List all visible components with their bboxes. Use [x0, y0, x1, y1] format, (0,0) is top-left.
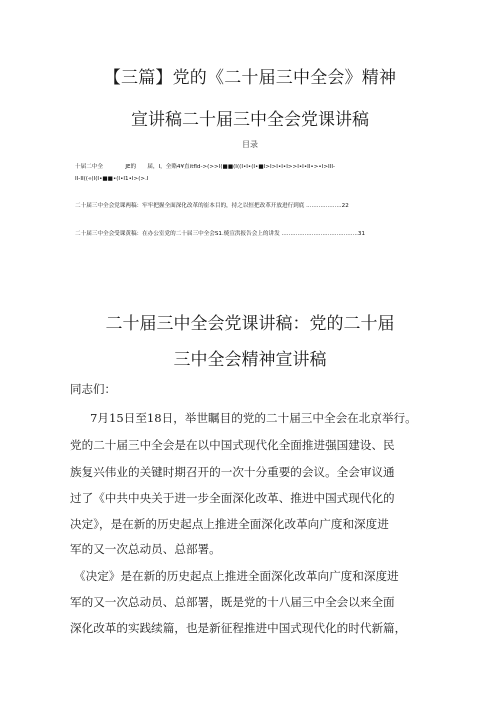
paragraph-2-line-1: 《决定》是在新的历史起点上推进全面深化改革向广度和深度进	[74, 569, 399, 583]
paragraph-1-line-3: 族复兴伟业的关键时期召开的一次十分重要的会议。全会审议通	[70, 465, 395, 479]
document-title-line1: 【三篇】党的《二十届三中全会》精神	[103, 68, 397, 88]
paragraph-1-line-2: 党的二十届三中全会是在以中国式现代化全面推进强国建设、民	[70, 438, 395, 452]
paragraph-2-line-3: 深化改革的实践续篇，也是新征程推进中国式现代化的时代新篇，	[70, 621, 407, 635]
document-title-line2: 宣讲稿二十届三中全会党课讲稿	[131, 110, 369, 130]
paragraph-1-line-6: 军的又一次总动员、总部署。	[70, 542, 221, 556]
paragraph-1-line-1: 7月15日至18日，举世瞩目的党的二十届三中全会在北京举行。	[90, 411, 417, 425]
paragraph-1-line-4: 过了《中共中央关于进一步全面深化改革、推进中国式现代化的	[70, 491, 395, 505]
toc-entry-2[interactable]: 二十届三中全会党课两稿：牢牢把握全面深化改革的崔本目的，持之以恒把改革开放进行到底 ....................22	[75, 203, 349, 209]
section-heading-line2: 三中全会精神宣讲稿	[173, 350, 327, 370]
paragraph-2-line-2: 军的又一次总动员、总部署，既是党的十八届三中全会以来全面	[70, 595, 395, 609]
toc-heading: 目录	[242, 140, 258, 149]
toc-entry-3[interactable]: 二十届三中全会受课黄稿：在办公室党的二十届三中全会S1.焼宣洪报告会上的讲发 ...........................................31	[75, 231, 366, 237]
toc-entry-1-line-2[interactable]: II-II((«(I(I•■■•(I•I1•I>(>.I	[75, 176, 149, 182]
section-heading-line1: 二十届三中全会党课讲稿：党的二十届	[105, 314, 395, 334]
paragraph-1-line-5: 决定》，是在新的历史起点上推进全面深化改革向广度和深度进	[70, 517, 389, 531]
toc-entry-1-line-1[interactable]: 十届二中全 JE的 届，I，全賂4¥直itfld->(>>I(■■(I((I•I•(I•■I>I>I•I•I>>I•I•II•>•I>III-	[75, 164, 336, 170]
salutation: 同志们：	[70, 382, 116, 396]
